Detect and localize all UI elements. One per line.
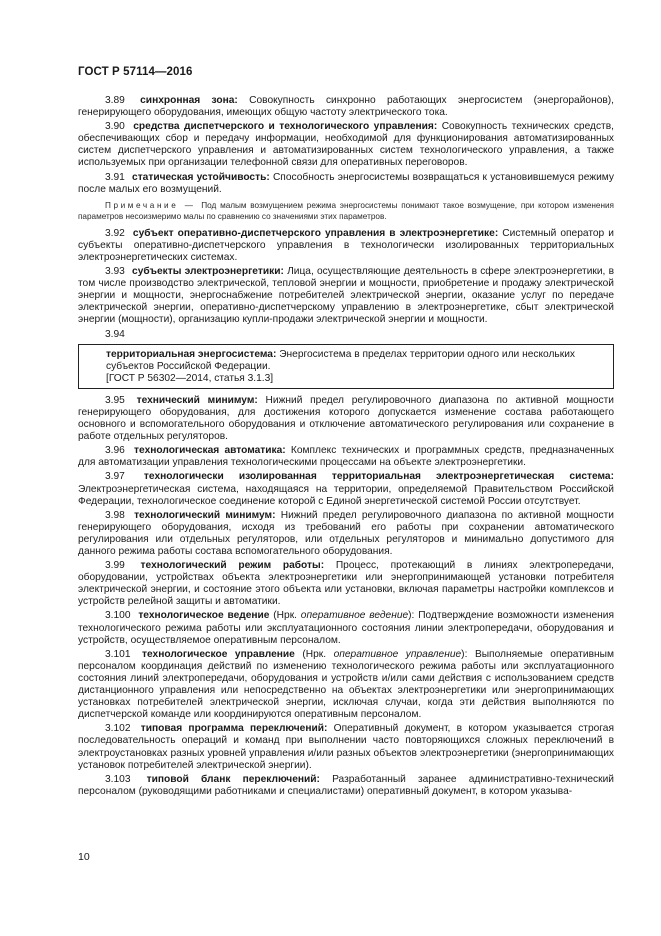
entry-number: 3.102: [105, 723, 131, 735]
entry-term: технологически изолированная территориальная электроэнергетическая система:: [143, 471, 614, 483]
entry-3-89: [78, 95, 614, 119]
entry-text: Совокупность технических средств, обеспечивающих сбор и передачу информации, необходимой для функционирования автоматизированных систем диспетчерского управления и автоматизированных систем технологического управления, а также используемых при организации телефонной связи для оперативных переговоров.: [78, 121, 614, 169]
entry-number: 3.99: [105, 560, 125, 572]
entry-3-101: [78, 649, 614, 722]
entry-term: типовой бланк переключений:: [146, 773, 320, 785]
page-number: 10: [78, 851, 90, 863]
boxed-text: Энергосистема в пределах территории одного или нескольких субъектов Российской Федерации.: [106, 348, 575, 372]
entry-number: 3.94: [105, 328, 125, 340]
entry-3-99: [78, 560, 614, 608]
entry-number: 3.96: [105, 445, 125, 457]
entry-number: 3.100: [105, 610, 131, 622]
entry-3-93: [78, 266, 614, 326]
entry-number: 3.98: [105, 509, 125, 521]
entry-3-100: [78, 610, 614, 646]
entry-text: Совокупность синхронно работающих энергосистем (энергорайонов), генерирующего оборудования, имеющих общую частоту электрического тока.: [78, 95, 614, 119]
entry-abbr-term: оперативное ведение: [300, 610, 409, 622]
entry-term: синхронная зона:: [140, 95, 238, 106]
entry-abbr-close: ):: [461, 648, 468, 660]
boxed-reference: [ГОСТ Р 56302—2014, статья 3.1.3]: [106, 372, 274, 384]
entry-3-94: [78, 329, 614, 341]
entry-term: субъекты электроэнергетики:: [132, 266, 284, 278]
entry-text: Лица, осуществляющие деятельность в сфере электроэнергетики, в том числе производство электрической, тепловой энергии и мощности, приобретение и продажу электрической энергии и мощности, энергоснабжение потребителей электрической энергии, оказание услуг по передаче электрической энергии, оперативно-диспетчерскому управлению в электроэнергетике, сбыт электрической энергии (мощности), организацию купли-продажи электрической энергии и мощности.: [78, 266, 614, 326]
note-paragraph: [78, 200, 614, 222]
entry-term: средства диспетчерского и технологического управления:: [133, 121, 438, 133]
entry-number: 3.103: [105, 773, 131, 785]
entry-term: технологическая автоматика:: [134, 445, 286, 457]
entry-number: 3.91: [105, 171, 125, 183]
entry-term: технологический минимум:: [134, 509, 276, 521]
entry-3-90: [78, 121, 614, 169]
entry-text: Оперативный документ, в котором указывается строгая последовательность операций и команд при выполнении часто повторяющихся сложных переключений в электроустановках разных уровней управления и/или разных объектов электроэнергетики (энергопринимающих установок потребителей электрической энергии).: [78, 723, 614, 771]
entry-text: Комплекс технических и программных средств, предназначенных для автоматизации управления технологическими процессами на объекте электроэнергетики.: [78, 445, 614, 469]
entry-text: Выполняемые оперативным персоналом координация действий по изменению технологического режима работы или эксплуатационного состояния линий электропередачи, оборудования и устройств и/или сами действия с использованием средств дистанционного управления или непосредственно на объектах электроэнергетики или энергопринимающих установках потребителей электрической энергии, исключая случаи, когда эти действия выполняются по диспетчерской команде или координируются оперативным персоналом.: [78, 648, 614, 721]
document-body: [78, 95, 614, 800]
boxed-term: территориальная энергосистема:: [106, 348, 277, 360]
entry-number: 3.89: [105, 95, 125, 106]
entry-abbr-open: (Нрк.: [302, 648, 327, 660]
entry-abbr-term: оперативное управление: [333, 648, 462, 660]
entry-3-91: [78, 172, 614, 196]
entry-number: 3.90: [105, 121, 125, 133]
entry-number: 3.97: [105, 471, 125, 483]
entry-3-98: [78, 510, 614, 558]
entry-term: технический минимум:: [136, 394, 258, 406]
entry-3-92: [78, 228, 614, 264]
entry-text: Процесс, протекающий в линиях электропередачи, оборудовании, устройствах объекта электроэнергетики или энергопринимающей установки потребителя электрической энергии, и состояние этого объекта или установки, включая параметры настройки комплексов и устройств релейной защиты и автоматики.: [78, 560, 614, 608]
entry-text: Нижний предел регулировочного диапазона по активной мощности генерирующего оборудования, исходя из требований его работы при сохранении автоматического регулирования или отдельных регуляторов, или отдельных регуляторов и минимально допустимого для данного режима работы состава вспомогательного оборудования.: [78, 509, 614, 557]
note-text: Под малым возмущением режима энергосистемы понимают такое возмущение, при котором изменения параметров несоизмеримо малы по сравнению со значениями этих параметров.: [78, 200, 614, 221]
entry-text: Системный оператор и субъекты оперативно-диспетчерского управления в технологически изолированных территориальных электроэнергетических системах.: [78, 227, 614, 263]
entry-abbr-open: (Нрк.: [273, 610, 297, 622]
entry-abbr-close: ):: [408, 610, 415, 622]
entry-term: типовая программа переключений:: [140, 723, 328, 735]
entry-term: субъект оперативно-диспетчерского управления в электроэнергетике:: [132, 227, 499, 239]
entry-3-96: [78, 445, 614, 469]
entry-term: технологическое ведение: [138, 610, 270, 622]
entry-number: 3.101: [105, 648, 131, 660]
boxed-definition-body: [106, 349, 607, 373]
entry-3-102: [78, 723, 614, 771]
entry-text: Электроэнергетическая система, находящаяся на территории, определяемой Правительством Российской Федерации, технологическое соединение которой с Единой энергетической системой России отсутствует.: [78, 483, 614, 507]
entry-number: 3.93: [105, 266, 125, 278]
entry-number: 3.92: [105, 227, 125, 239]
entry-text: Нижний предел регулировочного диапазона по активной мощности генерирующего оборудования, для достижения которого допускается изменение состава работающего основного и вспомогательного оборудования и отключение автоматического регулирования или сохранение в работе отдельных регуляторов.: [78, 394, 614, 443]
standard-header: ГОСТ Р 57114—2016: [78, 66, 193, 78]
entry-3-103: [78, 774, 614, 798]
entry-3-97: [78, 471, 614, 507]
entry-text: Способность энергосистемы возвращаться к установившемуся режиму после малых его возмущений.: [78, 171, 614, 195]
entry-text: Подтверждение возможности изменения технологического режима работы или эксплуатационного состояния линии электропередачи, оборудования и устройств, осуществляемое оперативным персоналом.: [78, 610, 614, 646]
note-label: Примечание —: [105, 200, 196, 210]
entry-term: технологический режим работы:: [140, 560, 325, 572]
boxed-definition: [78, 344, 614, 389]
entry-number: 3.95: [105, 394, 125, 406]
entry-term: статическая устойчивость:: [132, 171, 270, 183]
entry-3-95: [78, 395, 614, 443]
entry-text: Разработанный заранее административно-технический персоналом (руководящими работниками и специалистами) оперативный документ, в котором указыва-: [78, 773, 614, 797]
entry-term: технологическое управление: [142, 648, 295, 660]
